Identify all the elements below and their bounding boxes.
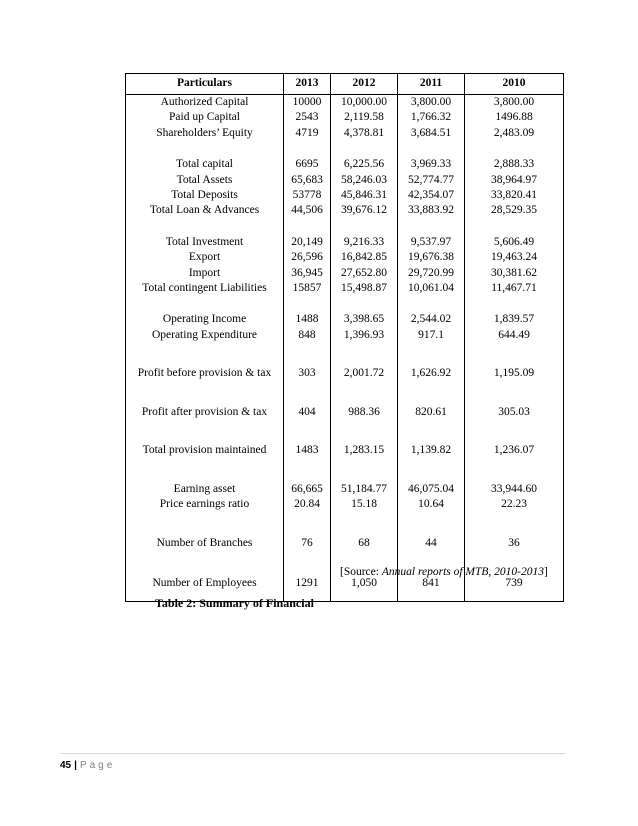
table-row: [126, 536, 564, 551]
cell-2011: 2,544.02: [398, 312, 465, 327]
table-row: [126, 281, 564, 296]
cell-particular: Profit after provision & tax: [126, 405, 284, 420]
cell-2010: 1,195.09: [465, 366, 564, 381]
cell-2013: 66,665: [284, 482, 331, 497]
cell-2011: 52,774.77: [398, 173, 465, 188]
spacer-row: [126, 382, 564, 405]
cell-2012: 9,216.33: [331, 235, 398, 250]
cell-particular: Shareholders’ Equity: [126, 126, 284, 141]
cell-2011: 10.64: [398, 497, 465, 512]
cell-2013: 404: [284, 405, 331, 420]
header-2011: 2011: [398, 74, 465, 95]
cell-2010: 305.03: [465, 405, 564, 420]
cell-2011: 33,883.92: [398, 203, 465, 218]
cell-particular: Total Investment: [126, 235, 284, 250]
cell-2013: 4719: [284, 126, 331, 141]
cell-2012: 45,846.31: [331, 188, 398, 203]
cell-particular: Operating Expenditure: [126, 328, 284, 343]
cell-2013: 20.84: [284, 497, 331, 512]
cell-2010: 1496.88: [465, 110, 564, 125]
cell-2012: 39,676.12: [331, 203, 398, 218]
cell-2013: 2543: [284, 110, 331, 125]
cell-2013: 76: [284, 536, 331, 551]
footer-divider: [60, 753, 565, 754]
cell-2011: 3,969.33: [398, 157, 465, 172]
cell-2011: 3,684.51: [398, 126, 465, 141]
table-row: [126, 312, 564, 327]
table-row: [126, 250, 564, 265]
cell-2010: 11,467.71: [465, 281, 564, 296]
spacer-row: [126, 420, 564, 443]
page-footer: [60, 760, 115, 771]
cell-2012: 51,184.77: [331, 482, 398, 497]
footer-separator: |: [74, 760, 77, 771]
cell-2013: 848: [284, 328, 331, 343]
header-2013: 2013: [284, 74, 331, 95]
table-row: [126, 95, 564, 111]
table-row: [126, 366, 564, 381]
cell-2013: 1483: [284, 443, 331, 458]
source-suffix: ]: [544, 566, 548, 578]
cell-2013: 20,149: [284, 235, 331, 250]
cell-2013: 6695: [284, 157, 331, 172]
cell-2011: 1,626.92: [398, 366, 465, 381]
page-label: Page: [79, 760, 116, 771]
financial-summary-table: [125, 73, 564, 602]
cell-2013: 15857: [284, 281, 331, 296]
cell-2010: 28,529.35: [465, 203, 564, 218]
cell-particular: Profit before provision & tax: [126, 366, 284, 381]
cell-2011: 44: [398, 536, 465, 551]
cell-2010: 5,606.49: [465, 235, 564, 250]
cell-particular: Earning asset: [126, 482, 284, 497]
table-row: [126, 482, 564, 497]
cell-2013: 1291: [284, 576, 331, 591]
spacer-row: [126, 219, 564, 235]
cell-2010: 33,820.41: [465, 188, 564, 203]
cell-2010: 30,381.62: [465, 266, 564, 281]
cell-2012: 68: [331, 536, 398, 551]
table-row: [126, 203, 564, 218]
cell-2013: 303: [284, 366, 331, 381]
cell-2011: 917.1: [398, 328, 465, 343]
cell-2012: 1,396.93: [331, 328, 398, 343]
spacer-row: [126, 141, 564, 157]
cell-2011: 820.61: [398, 405, 465, 420]
cell-2013: 36,945: [284, 266, 331, 281]
cell-2010: 3,800.00: [465, 95, 564, 111]
cell-2012: 58,246.03: [331, 173, 398, 188]
header-2010: 2010: [465, 74, 564, 95]
cell-2012: 2,001.72: [331, 366, 398, 381]
cell-2012: 15.18: [331, 497, 398, 512]
cell-particular: Number of Employees: [126, 576, 284, 591]
cell-2013: 65,683: [284, 173, 331, 188]
cell-2011: 46,075.04: [398, 482, 465, 497]
cell-2011: 19,676.38: [398, 250, 465, 265]
table-caption: Table 2: Summary of Financial: [155, 596, 314, 610]
cell-2010: 1,236.07: [465, 443, 564, 458]
cell-2010: 739: [465, 576, 564, 591]
cell-particular: Export: [126, 250, 284, 265]
cell-particular: Import: [126, 266, 284, 281]
cell-2012: 988.36: [331, 405, 398, 420]
table-row: [126, 328, 564, 343]
cell-2011: 29,720.99: [398, 266, 465, 281]
cell-2010: 644.49: [465, 328, 564, 343]
table-row: [126, 443, 564, 458]
cell-2011: 10,061.04: [398, 281, 465, 296]
source-note: [340, 566, 548, 578]
spacer-row: [126, 459, 564, 482]
cell-2011: 42,354.07: [398, 188, 465, 203]
cell-particular: Total Loan & Advances: [126, 203, 284, 218]
cell-2012: 2,119.58: [331, 110, 398, 125]
cell-2012: 3,398.65: [331, 312, 398, 327]
cell-particular: Total capital: [126, 157, 284, 172]
cell-2013: 26,596: [284, 250, 331, 265]
cell-2010: 2,888.33: [465, 157, 564, 172]
spacer-row: [126, 343, 564, 366]
cell-particular: Authorized Capital: [126, 95, 284, 111]
header-2012: 2012: [331, 74, 398, 95]
cell-2010: 1,839.57: [465, 312, 564, 327]
cell-particular: Number of Branches: [126, 536, 284, 551]
table-header-row: [126, 74, 564, 95]
cell-2011: 1,766.32: [398, 110, 465, 125]
cell-2011: 1,139.82: [398, 443, 465, 458]
cell-2013: 10000: [284, 95, 331, 111]
cell-2010: 33,944.60: [465, 482, 564, 497]
cell-particular: Total Deposits: [126, 188, 284, 203]
table-row: [126, 157, 564, 172]
cell-particular: Total Assets: [126, 173, 284, 188]
cell-2012: 15,498.87: [331, 281, 398, 296]
cell-2012: 6,225.56: [331, 157, 398, 172]
cell-2011: 841: [398, 576, 465, 591]
source-title: Annual reports of MTB, 2010-2013: [381, 566, 545, 578]
table-row: [126, 110, 564, 125]
table-row: [126, 576, 564, 591]
cell-2013: 1488: [284, 312, 331, 327]
cell-2012: 16,842.85: [331, 250, 398, 265]
table-row: [126, 126, 564, 141]
table-row: [126, 173, 564, 188]
cell-particular: Total provision maintained: [126, 443, 284, 458]
header-particulars: Particulars: [126, 74, 284, 95]
cell-2010: 2,483.09: [465, 126, 564, 141]
table-row: [126, 497, 564, 512]
cell-2010: 36: [465, 536, 564, 551]
table-row: [126, 235, 564, 250]
cell-2012: 1,283.15: [331, 443, 398, 458]
cell-2010: 38,964.97: [465, 173, 564, 188]
source-prefix: [Source:: [340, 566, 382, 578]
cell-2012: 4,378.81: [331, 126, 398, 141]
table-row: [126, 405, 564, 420]
cell-particular: Operating Income: [126, 312, 284, 327]
cell-2011: 3,800.00: [398, 95, 465, 111]
cell-2013: 44,506: [284, 203, 331, 218]
spacer-row: [126, 512, 564, 536]
cell-2010: 19,463.24: [465, 250, 564, 265]
table-row: [126, 188, 564, 203]
cell-particular: Paid up Capital: [126, 110, 284, 125]
table-row: [126, 266, 564, 281]
page-number: 45: [60, 760, 72, 771]
cell-2012: 10,000.00: [331, 95, 398, 111]
cell-2013: 53778: [284, 188, 331, 203]
cell-particular: Price earnings ratio: [126, 497, 284, 512]
cell-2011: 9,537.97: [398, 235, 465, 250]
cell-particular: Total contingent Liabilities: [126, 281, 284, 296]
spacer-row: [126, 296, 564, 312]
cell-2012: 1,050: [331, 576, 398, 591]
cell-2012: 27,652.80: [331, 266, 398, 281]
cell-2010: 22.23: [465, 497, 564, 512]
